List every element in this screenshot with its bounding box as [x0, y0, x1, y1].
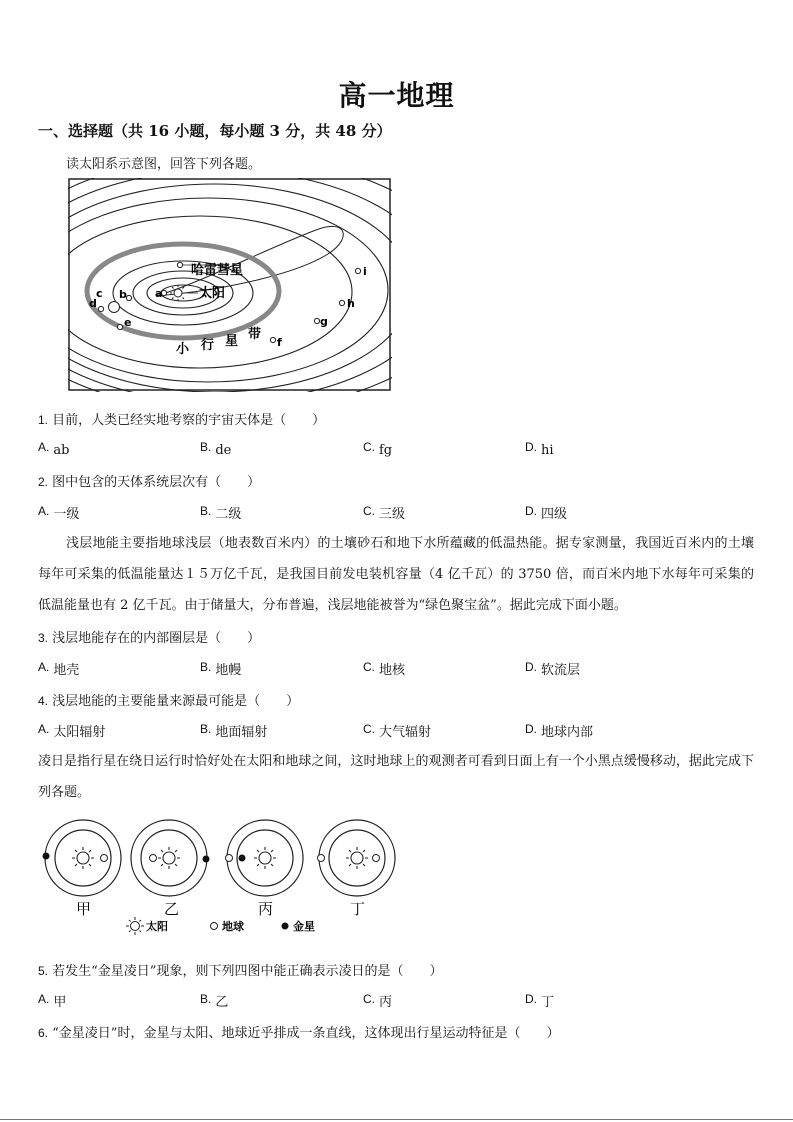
planet-label: i: [363, 265, 367, 278]
option-b[interactable]: B. de: [200, 440, 232, 458]
question-text: 目前，人类已经实地考察的宇宙天体是（ ）: [52, 413, 326, 428]
planet-label: d: [89, 297, 97, 310]
question-number: 3.: [38, 631, 49, 645]
option-a[interactable]: A. ab: [38, 440, 70, 458]
panel-label: 丁: [350, 900, 366, 918]
question-4: [38, 690, 299, 709]
planet-label: e: [124, 316, 132, 329]
halley-comet-label: 哈雷彗星: [191, 263, 244, 278]
option-c[interactable]: C. 丙: [363, 992, 393, 1010]
planet-label: c: [96, 287, 103, 300]
planet-label: h: [347, 297, 355, 310]
planet-e: [117, 324, 122, 329]
section-heading: 一、选择题（共 16 小题，每小题 3 分，共 48 分）: [38, 122, 392, 140]
question-1: [38, 409, 325, 428]
option-b[interactable]: B. 地面辐射: [200, 722, 268, 740]
question-6: [38, 1022, 559, 1041]
option-a[interactable]: A. 太阳辐射: [38, 722, 106, 740]
sun-label: 太阳: [199, 286, 226, 301]
planet-label: a: [155, 287, 163, 300]
page-bottom-rule: [0, 1119, 793, 1120]
passage-transit: 凌日是指行星在绕日运行时恰好处在太阳和地球之间，这时地球上的观测者可看到日面上有一个小黑点缓慢移动，据此完成下列各题。: [38, 754, 754, 800]
question-number: 1.: [38, 413, 49, 427]
venus-dot: [43, 853, 50, 860]
question-text: 浅层地能的主要能量来源最可能是（ ）: [52, 694, 300, 709]
question-number: 6.: [38, 1026, 49, 1040]
legend-sun-label: 太阳: [146, 920, 168, 933]
legend-venus-label: 金星: [293, 920, 315, 933]
question-text: 图中包含的天体系统层次有（ ）: [52, 475, 261, 490]
earth-dot: [318, 855, 325, 862]
option-a[interactable]: A. 地壳: [38, 660, 80, 678]
option-d[interactable]: D. 地球内部: [525, 722, 594, 740]
venus-dot: [239, 855, 246, 862]
panel-label: 丙: [258, 900, 274, 918]
question-number: 2.: [38, 475, 49, 489]
question-2: [38, 471, 260, 490]
option-c[interactable]: C. fg: [363, 440, 393, 458]
page-title: 高一地理: [338, 79, 455, 112]
question-number: 4.: [38, 694, 49, 708]
belt-label-char: 行: [201, 338, 215, 353]
question-text: “金星凌日”时，金星与太阳、地球近乎排成一条直线，这体现出行星运动特征是（ ）: [52, 1026, 560, 1041]
belt-label-char: 小: [176, 342, 190, 357]
planet-d: [98, 306, 103, 311]
option-d[interactable]: D. 四级: [525, 504, 568, 522]
option-c[interactable]: C. 地核: [363, 660, 406, 678]
halley-comet-marker: [177, 262, 182, 267]
legend-venus-dot: [282, 923, 289, 930]
question-number: 5.: [38, 964, 49, 978]
planet-c: [109, 302, 120, 313]
option-b[interactable]: B. 二级: [200, 504, 242, 522]
earth-dot: [226, 855, 233, 862]
legend-sun-icon: [126, 917, 144, 935]
option-d[interactable]: D. 丁: [525, 992, 555, 1010]
planet-g: [314, 318, 319, 323]
legend-earth-label: 地球: [222, 920, 244, 933]
option-c[interactable]: C. 大气辐射: [363, 722, 432, 740]
transit-diagram: [38, 818, 400, 938]
venus-dot: [203, 856, 210, 863]
option-a[interactable]: A. 甲: [38, 992, 67, 1010]
planet-h: [339, 300, 344, 305]
option-d[interactable]: D. 软流层: [525, 660, 581, 678]
earth-dot: [101, 855, 108, 862]
planet-i: [355, 268, 360, 273]
question-text: 浅层地能存在的内部圈层是（ ）: [52, 631, 261, 646]
planet-b: [126, 295, 131, 300]
planet-f: [270, 337, 275, 342]
panel-label: 甲: [76, 900, 92, 918]
question-5: [38, 960, 442, 979]
earth-dot: [150, 855, 157, 862]
option-c[interactable]: C. 三级: [363, 504, 406, 522]
option-d[interactable]: D. hi: [525, 440, 554, 458]
earth-dot: [373, 855, 380, 862]
planet-label: b: [119, 288, 127, 301]
belt-label-char: 带: [248, 327, 262, 342]
option-b[interactable]: B. 地幔: [200, 660, 242, 678]
planet-label: f: [277, 336, 282, 349]
solar-system-diagram: [68, 178, 392, 392]
planet-label: g: [320, 315, 328, 328]
intro-text: 读太阳系示意图，回答下列各题。: [66, 157, 262, 172]
option-a[interactable]: A. 一级: [38, 504, 80, 522]
panel-label: 乙: [164, 900, 180, 918]
question-text: 若发生“金星凌日”现象，则下列四图中能正确表示凌日的是（ ）: [52, 964, 443, 979]
option-b[interactable]: B. 乙: [200, 992, 229, 1010]
legend-earth-dot: [211, 923, 218, 930]
question-3: [38, 627, 260, 646]
belt-label-char: 星: [225, 334, 239, 349]
passage-shallow-geothermal: 浅层地能主要指地球浅层（地表数百米内）的土壤砂石和地下水所蕴藏的低温热能。据专家测量，我国近百米内的土壤每年可采集的低温能量达１５万亿千瓦，是我国目前发电装机容量（4 亿千瓦）的 3750 倍，而百米内地下水每年可采集的低温能量也有 2 亿千瓦。由于储量大，分布普遍，浅层地能被誉为“绿色聚宝盆”。据此完成下面小题。: [38, 536, 754, 613]
